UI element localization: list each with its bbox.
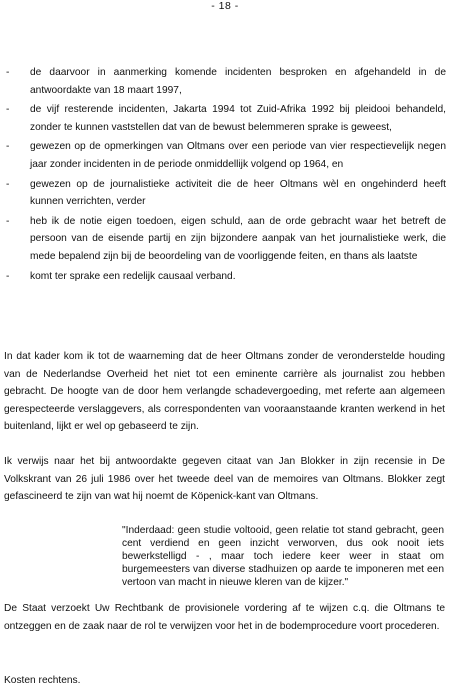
list-item <box>6 138 446 173</box>
list-dash: - <box>6 67 10 78</box>
page-number: - 18 - <box>211 0 239 12</box>
paragraph-career: In dat kader kom ik tot de waarneming dat de heer Oltmans zonder de veronderstelde houding van de Nederlandse Overheid het niet tot een eminente carrière als journalist zou hebben gebracht. De hoogte van de door hem verlangde schadevergoeding, met referte aan algemeen gerespecteerde verslaggevers, als correspondenten van vooraanstaande kranten werkend in het buitenland, lijkt er wel op gebaseerd te zijn. <box>4 351 445 433</box>
paragraph-request: De Staat verzoekt Uw Rechtbank de provisionele vordering af te wijzen c.q. die Oltmans te ontzeggen en de zaak naar de rol te verwijzen voor het in de bodemprocedure voort procederen. <box>4 603 445 632</box>
list-dash: - <box>6 141 10 153</box>
argument-list <box>6 64 446 287</box>
list-item <box>6 176 446 211</box>
list-item-text: komt ter sprake een redelijk causaal verband. <box>30 270 236 282</box>
list-item-text: de daarvoor in aanmerking komende incidenten besproken en afgehandeld in de antwoordakte van 18 maart 1997, <box>30 67 446 96</box>
list-dash: - <box>6 104 10 116</box>
list-item-text: gewezen op de journalistieke activiteit die de heer Oltmans wèl en ongehinderd heeft kunnen verrichten, verder <box>30 178 446 208</box>
closing-line: Kosten rechtens. <box>4 675 81 686</box>
list-item <box>6 64 446 99</box>
list-dash: - <box>6 270 10 282</box>
block-quote: "Inderdaad: geen studie voltooid, geen relatie tot stand gebracht, geen cent verdiend en geen inzicht verworven, dus ook nooit iets bewerkstelligd - , maar toch iedere keer weer in staat om burgemeesters van diverse stadhuizen op aarde te imponeren met een vertoon van macht in nieuwe kleren van de kijzer." <box>122 525 444 588</box>
list-item <box>6 213 446 266</box>
list-item-text: heb ik de notie eigen toedoen, eigen schuld, aan de orde gebracht waar het betreft de persoon van de eisende partij en zijn bijzondere aanpak van het journalistieke werk, die mede bepalend zijn bij de beoordeling van de voorliggende feiten, en thans als laatste <box>30 215 446 262</box>
paragraph-blokker-citation: Ik verwijs naar het bij antwoordakte gegeven citaat van Jan Blokker in zijn recensie in De Volkskrant van 26 juli 1986 over het tweede deel van de memoires van Oltmans. Blokker zegt gefascineerd te zijn van wat hij noemt de Köpenick-kant van Oltmans. <box>4 456 445 503</box>
list-item-text: de vijf resterende incidenten, Jakarta 1994 tot Zuid-Afrika 1992 bij pleidooi behandeld, zonder te kunnen vaststellen dat van de bewust belemmeren sprake is geweest, <box>30 104 446 133</box>
list-dash: - <box>6 178 10 190</box>
list-item-text: gewezen op de opmerkingen van Oltmans over een periode van vier respectievelijk negen jaar zonder incidenten in de periode onmiddellijk volgend op 1964, en <box>30 141 446 170</box>
list-item <box>6 268 446 286</box>
list-dash: - <box>6 215 10 227</box>
list-item <box>6 101 446 136</box>
